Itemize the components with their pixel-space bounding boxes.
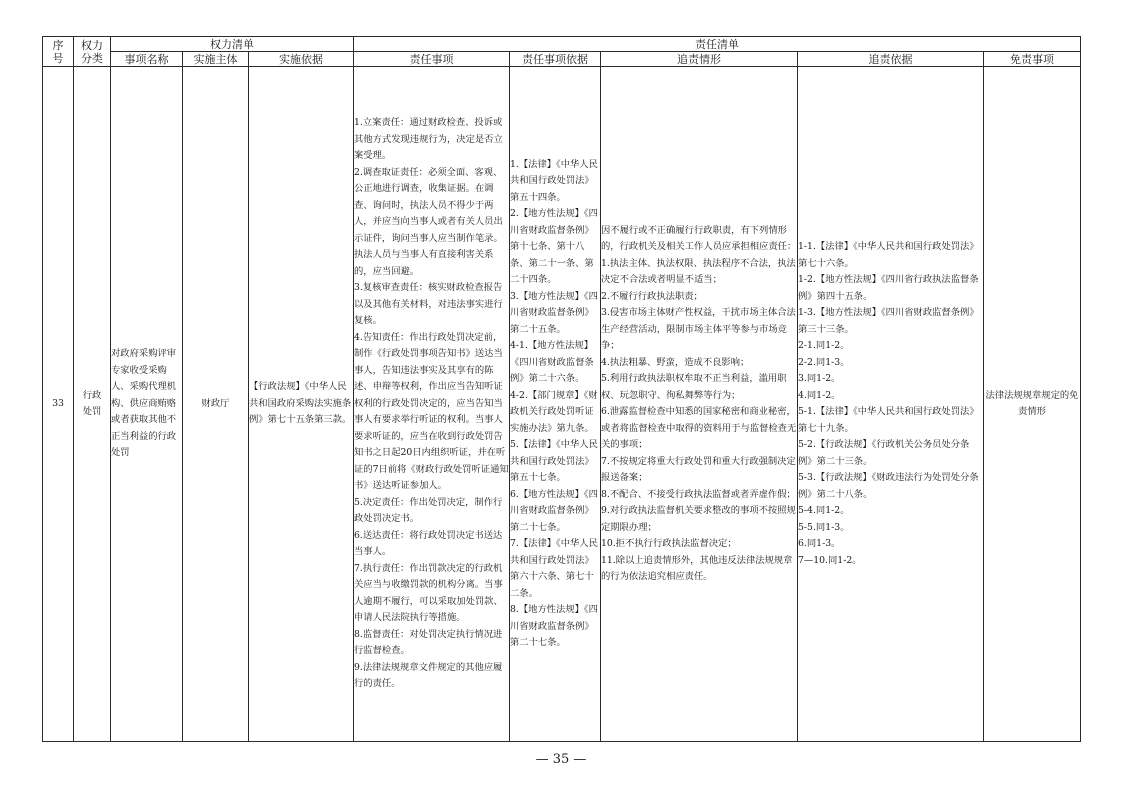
header-exemption: 免责事项 xyxy=(984,52,1081,67)
header-duty: 责任事项 xyxy=(354,52,510,67)
header-power-list: 权力清单 xyxy=(111,37,354,52)
row-basis: 【行政法规】《中华人民共和国政府采购法实施条例》第七十五条第三款。 xyxy=(249,67,354,742)
row-duty-basis: 1.【法律】《中华人民共和国行政处罚法》第五十四条。 2.【地方性法规】《四川省财政监督条例》第十七条、第十八条、第二十一条、第二十四条。 3.【地方性法规】《四川省财政监督条例》第二十五条。 4-1.【地方性法规】《四川省财政监督条例》第二十六条。 4-2.【部门规章】《财政机关行政处罚听证实施办法》第九条。 5.【法律】《中华人民共和国行政处罚法》第五十七条。 6.【地方性法规】《四川省财政监督条例》第二十七条。 7.【法律】《中华人民共和国行政处罚法》第六十六条、第七十二条。 8.【地方性法规】《四川省财政监督条例》第二十七条。 xyxy=(510,67,601,742)
header-duty-basis: 责任事项依据 xyxy=(510,52,601,67)
header-subject: 实施主体 xyxy=(183,52,249,67)
table-row xyxy=(43,67,1081,742)
row-accountability: 因不履行或不正确履行行政职责，有下列情形的，行政机关及相关工作人员应承担相应责任： 1.执法主体、执法权限、执法程序不合法，执法决定不合法或者明显不适当； 2.不履行行政执法职责； 3.侵害市场主体财产性权益，干扰市场主体合法生产经营活动，限制市场主体平等参与市场竞争； 4.执法粗暴、野蛮，造成不良影响； 5.利用行政执法职权牟取不正当利益，滥用职权、玩忽职守、徇私舞弊等行为； 6.泄露监督检查中知悉的国家秘密和商业秘密，或者将监督检查中取得的资料用于与监督检查无关的事项； 7.不按规定将重大行政处罚和重大行政强制决定报送备案； 8.不配合、不接受行政执法监督或者弄虚作假； 9.对行政执法监督机关要求整改的事项不按照规定期限办理； 10.拒不执行行政执法监督决定； 11.除以上追责情形外，其他违反法律法规规章的行为依法追究相应责任。 xyxy=(601,67,798,742)
header-category: 权力 分类 xyxy=(74,37,111,67)
row-exemption: 法律法规规章规定的免责情形 xyxy=(984,67,1081,742)
row-duty: 1.立案责任：通过财政检查、投诉或其他方式发现违规行为，决定是否立案受理。 2.调查取证责任：必须全面、客观、公正地进行调查，收集证据。在调查、询问时，执法人员不得少于两人，并应当向当事人或者有关人员出示证件，询问当事人应当制作笔录。执法人员与当事人有直接利害关系的，应当回避。 3.复核审查责任：核实财政检查报告以及其他有关材料，对违法事实进行复核。 4.告知责任：作出行政处罚决定前，制作《行政处罚事项告知书》送达当事人，告知违法事实及其享有的陈述、申辩等权利，作出应当告知听证权利的行政处罚决定的，应当告知当事人有要求举行听证的权利。当事人要求听证的，应当在收到行政处罚告知书之日起20日内组织听证，并在听证的7日前将《财政行政处罚听证通知书》送达听证参加人。 5.决定责任：作出处罚决定，制作行政处罚决定书。 6.送达责任：将行政处罚决定书送达当事人。 7.执行责任：作出罚款决定的行政机关应当与收缴罚款的机构分离。当事人逾期不履行，可以采取加处罚款、申请人民法院执行等措施。 8.监督责任：对处罚决定执行情况进行监督检查。 9.法律法规规章文件规定的其他应履行的责任。 xyxy=(354,67,510,742)
header-accountability: 追责情形 xyxy=(601,52,798,67)
header-accountability-basis: 追责依据 xyxy=(798,52,984,67)
row-item-name: 对政府采购评审专家收受采购人、采购代理机构、供应商贿赂或者获取其他不正当利益的行政处罚 xyxy=(111,67,183,742)
row-seq: 33 xyxy=(43,67,74,742)
header-item-name: 事项名称 xyxy=(111,52,183,67)
page-number: — 35 — xyxy=(535,752,587,767)
row-accountability-basis: 1-1.【法律】《中华人民共和国行政处罚法》第七十六条。 1-2.【地方性法规】《四川省行政执法监督条例》第四十五条。 1-3.【地方性法规】《四川省财政监督条例》第三十三条。 2-1.同1-2。 2-2.同1-3。 3.同1-2。 4.同1-2。 5-1.【法律】《中华人民共和国行政处罚法》第七十九条。 5-2.【行政法规】《行政机关公务员处分条例》第二十三条。 5-3.【行政法规】《财政违法行为处罚处分条例》第二十八条。 5-4.同1-2。 5-5.同1-3。 6.同1-3。 7—10.同1-2。 xyxy=(798,67,984,742)
row-subject: 财政厅 xyxy=(183,67,249,742)
header-seq: 序 号 xyxy=(43,37,74,67)
header-responsibility-list: 责任清单 xyxy=(354,37,1081,52)
power-responsibility-table xyxy=(42,36,1081,742)
row-category: 行政 处罚 xyxy=(74,67,111,742)
header-basis: 实施依据 xyxy=(249,52,354,67)
